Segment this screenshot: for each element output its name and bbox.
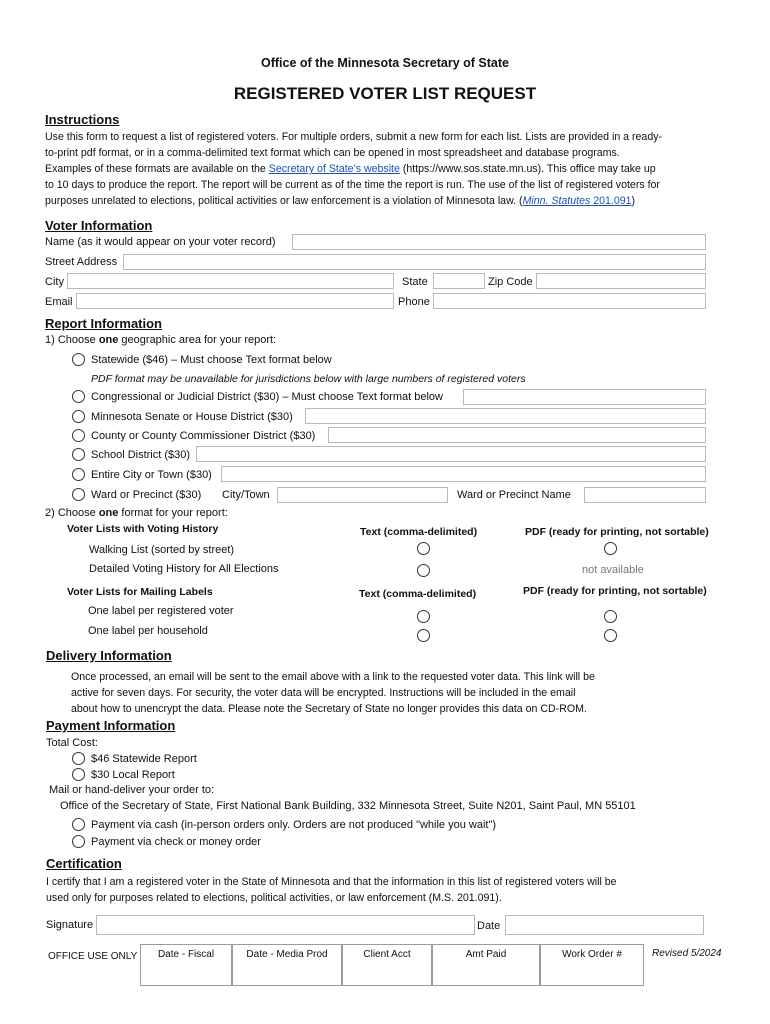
pdf-not-available: not available	[582, 564, 644, 576]
mailing-address: Office of the Secretary of State, First National Bank Building, 332 Minnesota Street, Suite N201, Saint Paul, MN 55101	[60, 800, 636, 812]
walking-list-pdf-radio[interactable]	[604, 542, 617, 555]
ward-city-town-label: City/Town	[222, 489, 270, 501]
total-cost-label: Total Cost:	[46, 737, 98, 749]
sos-website-link[interactable]: Secretary of State’s website	[268, 163, 400, 175]
statute-link-number: 201.091	[590, 195, 632, 207]
local-report-label: $30 Local Report	[91, 769, 175, 781]
zip-label: Zip Code	[488, 276, 533, 288]
detailed-history-text-radio[interactable]	[417, 564, 430, 577]
label-per-household-label: One label per household	[88, 625, 208, 637]
walking-list-text-radio[interactable]	[417, 542, 430, 555]
date-field[interactable]	[505, 915, 704, 935]
school-field[interactable]	[196, 446, 706, 462]
instructions-line-1: Use this form to request a list of registered voters. For multiple orders, submit a new form for each list. Lists are provided in a ready-	[45, 131, 663, 143]
report-info-heading: Report Information	[45, 316, 162, 331]
label-per-voter-text-radio[interactable]	[417, 610, 430, 623]
text-format-column-2: Text (comma-delimited)	[359, 588, 477, 600]
detailed-history-label: Detailed Voting History for All Elections	[89, 563, 279, 575]
step1-post: geographic area for your report:	[118, 334, 277, 346]
city-field[interactable]	[67, 273, 394, 289]
signature-label: Signature	[46, 919, 94, 931]
congressional-radio[interactable]	[72, 390, 85, 403]
senate-label: Minnesota Senate or House District ($30)	[91, 411, 293, 423]
phone-field[interactable]	[433, 293, 706, 309]
city-town-radio[interactable]	[72, 468, 85, 481]
county-label: County or County Commissioner District ($30)	[91, 430, 316, 442]
instructions-line-2: to-print pdf format, or in a comma-delimited text format which can be opened in most spreadsheet and database programs.	[45, 147, 620, 159]
pdf-format-column-1: PDF (ready for printing, not sortable)	[525, 526, 709, 538]
zip-field[interactable]	[536, 273, 706, 289]
step2-bold: one	[98, 507, 119, 519]
date-fiscal-label: Date - Fiscal	[157, 949, 215, 960]
certification-line-2: used only for purposes related to elections, political activities, or law enforcement (M.S. 201.091).	[46, 892, 502, 904]
client-acct-label: Client Acct	[363, 949, 411, 960]
step2-post: format for your report:	[118, 507, 228, 519]
office-name: Office of the Minnesota Secretary of State	[261, 56, 509, 70]
delivery-line-1: Once processed, an email will be sent to the email above with a link to the requested voter data. This link will be	[71, 671, 595, 683]
client-acct-box	[342, 944, 432, 986]
label-per-voter-pdf-radio[interactable]	[604, 610, 617, 623]
school-radio[interactable]	[72, 448, 85, 461]
amt-paid-box	[432, 944, 540, 986]
step1-bold: one	[98, 334, 119, 346]
cash-payment-label: Payment via cash (in-person orders only. Orders are not produced "while you wait")	[91, 819, 497, 831]
statewide-report-label: $46 Statewide Report	[91, 753, 197, 765]
certification-line-1: I certify that I am a registered voter in the State of Minnesota and that the information in this list of registered voters will be	[46, 876, 617, 888]
work-order-box	[540, 944, 644, 986]
step1-pre: 1) Choose	[45, 334, 99, 346]
instructions-line-5-text: purposes unrelated to elections, political activities or law enforcement is a violation of Minnesota law. (	[45, 195, 523, 207]
senate-field[interactable]	[305, 408, 706, 424]
school-label: School District ($30)	[91, 449, 191, 461]
email-label: Email	[45, 296, 73, 308]
payment-heading: Payment Information	[46, 718, 176, 733]
date-media-prod-label: Date - Media Prod	[246, 949, 328, 960]
work-order-label: Work Order #	[562, 949, 622, 960]
statute-link[interactable]	[523, 195, 632, 207]
mailing-labels-heading: Voter Lists for Mailing Labels	[67, 586, 213, 598]
phone-label: Phone	[398, 296, 430, 308]
ward-radio[interactable]	[72, 488, 85, 501]
county-field[interactable]	[328, 427, 706, 443]
date-media-prod-box	[232, 944, 342, 986]
voting-history-heading: Voter Lists with Voting History	[67, 523, 219, 535]
instructions-line-3-text: Examples of these formats are available on the	[45, 163, 269, 175]
instructions-line-4: to 10 days to produce the report. The report will be current as of the time the report is run. The use of the list of registered voters for	[45, 179, 660, 191]
pdf-note: PDF format may be unavailable for jurisdictions below with large numbers of registered voters	[91, 373, 526, 385]
statewide-report-radio[interactable]	[72, 752, 85, 765]
signature-field[interactable]	[96, 915, 475, 935]
ward-precinct-name-field[interactable]	[584, 487, 706, 503]
cash-payment-radio[interactable]	[72, 818, 85, 831]
instructions-heading: Instructions	[45, 112, 120, 127]
pdf-format-column-2: PDF (ready for printing, not sortable)	[523, 585, 707, 597]
step1-instruction	[45, 334, 276, 346]
amt-paid-label: Amt Paid	[465, 949, 507, 960]
instructions-line-5-tail: )	[631, 195, 636, 207]
state-field[interactable]	[433, 273, 485, 289]
form-title: REGISTERED VOTER LIST REQUEST	[233, 84, 537, 103]
street-label: Street Address	[45, 256, 118, 268]
text-format-column-1: Text (comma-delimited)	[360, 526, 478, 538]
ward-city-town-field[interactable]	[277, 487, 448, 503]
delivery-line-3: about how to unencrypt the data. Please note the Secretary of State no longer provides this data on CD-ROM.	[71, 703, 587, 715]
label-per-household-pdf-radio[interactable]	[604, 629, 617, 642]
ward-label: Ward or Precinct ($30)	[91, 489, 202, 501]
check-payment-radio[interactable]	[72, 835, 85, 848]
label-per-household-text-radio[interactable]	[417, 629, 430, 642]
step2-instruction	[45, 507, 228, 519]
name-label: Name (as it would appear on your voter record)	[45, 236, 276, 248]
certification-heading: Certification	[46, 856, 122, 871]
senate-radio[interactable]	[72, 410, 85, 423]
label-per-voter-label: One label per registered voter	[88, 605, 234, 617]
date-fiscal-box	[140, 944, 232, 986]
congressional-field[interactable]	[463, 389, 706, 405]
city-label: City	[45, 276, 64, 288]
name-field[interactable]	[292, 234, 706, 250]
delivery-line-2: active for seven days. For security, the voter data will be encrypted. Instructions will be included in the email	[71, 687, 576, 699]
congressional-label: Congressional or Judicial District ($30) – Must choose Text format below	[91, 391, 443, 403]
local-report-radio[interactable]	[72, 768, 85, 781]
mail-instruction: Mail or hand-deliver your order to:	[49, 784, 215, 796]
statewide-label: Statewide ($46) – Must choose Text format below	[91, 354, 332, 366]
date-label: Date	[477, 920, 501, 932]
walking-list-label: Walking List (sorted by street)	[89, 544, 235, 556]
instructions-line-3-tail: (https://www.sos.state.mn.us). This office may take up	[399, 163, 656, 175]
statute-link-italic: Minn. Statutes	[522, 195, 591, 207]
email-field[interactable]	[76, 293, 394, 309]
step2-pre: 2) Choose	[45, 507, 99, 519]
statewide-radio[interactable]	[72, 353, 85, 366]
delivery-heading: Delivery Information	[46, 648, 172, 663]
street-field[interactable]	[123, 254, 706, 270]
revised-date: Revised 5/2024	[652, 948, 722, 959]
county-radio[interactable]	[72, 429, 85, 442]
check-payment-label: Payment via check or money order	[91, 836, 261, 848]
instructions-line-5	[45, 193, 635, 209]
state-label: State	[402, 276, 428, 288]
city-town-label: Entire City or Town ($30)	[91, 469, 212, 481]
voter-info-heading: Voter Information	[45, 218, 153, 233]
instructions-line-3	[45, 161, 656, 177]
office-use-label: OFFICE USE ONLY	[48, 951, 138, 962]
ward-precinct-name-label: Ward or Precinct Name	[457, 489, 571, 501]
city-town-field[interactable]	[221, 466, 706, 482]
